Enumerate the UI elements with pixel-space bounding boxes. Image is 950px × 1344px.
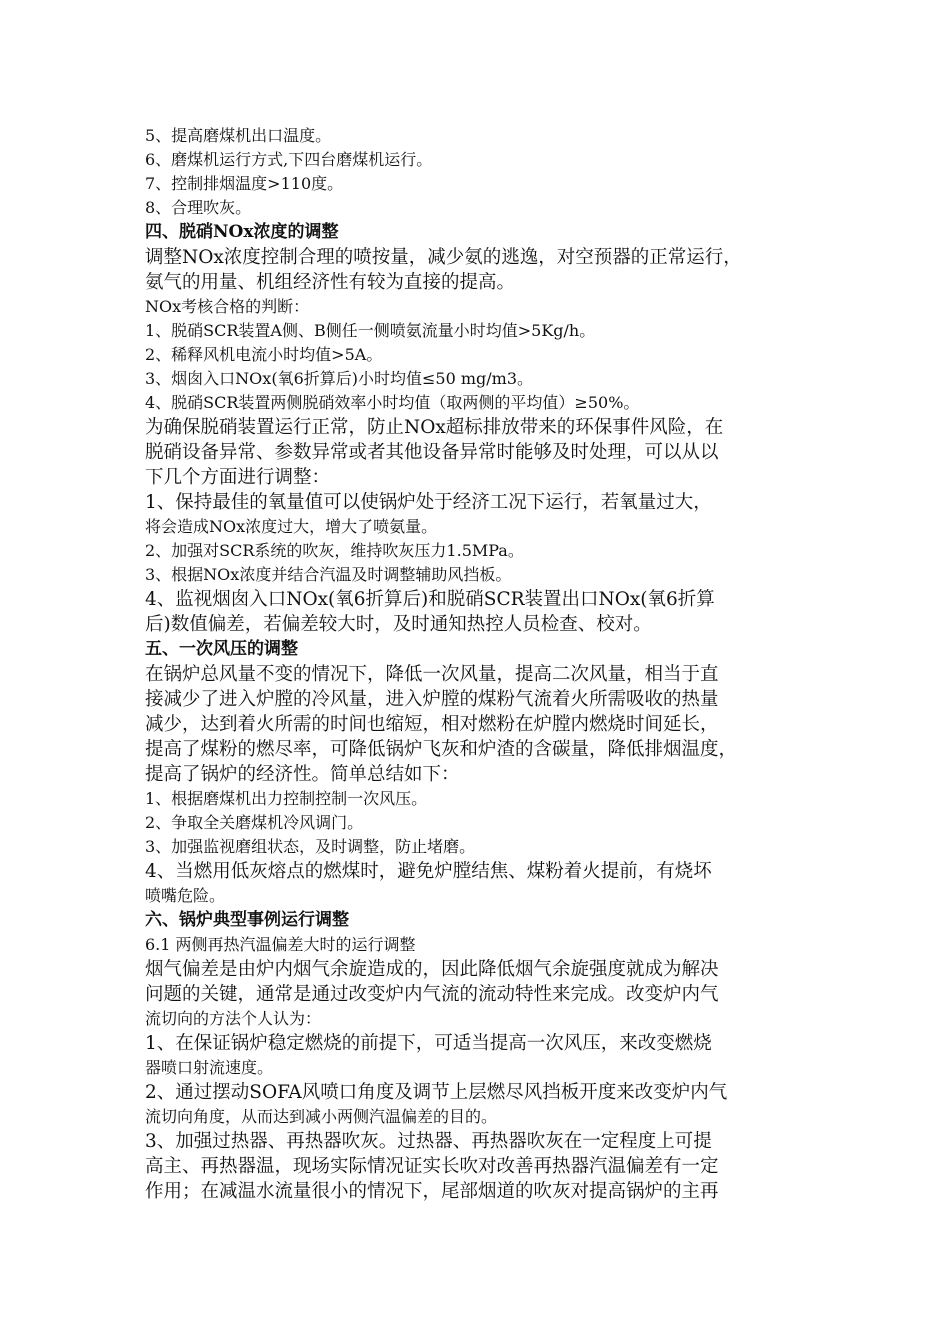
- text-line: 2、加强对SCR系统的吹灰，维持吹灰压力1.5MPa。: [145, 541, 524, 560]
- text-line: 作用；在减温水流量很小的情况下，尾部烟道的吹灰对提高锅炉的主再: [145, 1181, 719, 1202]
- text-line: 氨气的用量、机组经济性有较为直接的提高。: [145, 272, 516, 293]
- text-line: 提高了锅炉的经济性。简单总结如下：: [145, 764, 460, 785]
- text-line: 4、当燃用低灰熔点的燃煤时，避免炉膛结焦、煤粉着火提前，有烧坏: [145, 861, 712, 882]
- document-page: [145, 124, 825, 1204]
- text-line: NOx考核合格的判断：: [145, 297, 310, 316]
- text-line: 1、脱硝SCR装置A侧、B侧任一侧喷氨流量小时均值>5Kg/h。: [145, 321, 596, 340]
- text-line: 脱硝设备异常、参数异常或者其他设备异常时能够及时处理，可以从以: [145, 442, 719, 463]
- text-line: 后)数值偏差，若偏差较大时，及时通知热控人员检查、校对。: [145, 614, 652, 635]
- text-line: 1、根据磨煤机出力控制控制一次风压。: [145, 789, 428, 808]
- text-line: 在锅炉总风量不变的情况下，降低一次风量，提高二次风量，相当于直: [145, 664, 719, 685]
- text-line: 高主、再热器温，现场实际情况证实长吹对改善再热器汽温偏差有一定: [145, 1156, 719, 1177]
- text-line: 4、脱硝SCR装置两侧脱硝效率小时均值（取两侧的平均值）≥50%。: [145, 393, 640, 412]
- text-line: 器喷口射流速度。: [145, 1058, 274, 1077]
- text-line: 1、在保证锅炉稳定燃烧的前提下，可适当提高一次风压，来改变燃烧: [145, 1033, 712, 1054]
- text-line: 4、监视烟囱入口NOx(氧6折算后)和脱硝SCR装置出口NOx(氧6折算: [145, 589, 715, 610]
- text-line: 喷嘴危险。: [145, 886, 226, 905]
- text-line: 3、根据NOx浓度并结合汽温及时调整辅助风挡板。: [145, 565, 512, 584]
- subsection-heading: 6.1 两侧再热汽温偏差大时的运行调整: [145, 935, 416, 954]
- text-line: 减少，达到着火所需的时间也缩短，相对燃粉在炉膛内燃烧时间延长，: [145, 714, 719, 735]
- text-line: 3、加强监视磨组状态，及时调整，防止堵磨。: [145, 837, 476, 856]
- text-line: 为确保脱硝装置运行正常，防止NOx超标排放带来的环保事件风险，在: [145, 417, 724, 438]
- text-line: 3、加强过热器、再热器吹灰。过热器、再热器吹灰在一定程度上可提: [145, 1131, 712, 1152]
- text-line: 流切向的方法个人认为：: [145, 1009, 322, 1028]
- text-line: 5、提高磨煤机出口温度。: [145, 126, 332, 145]
- section-heading: 五、一次风压的调整: [145, 639, 298, 659]
- text-line: 流切向角度，从而达到减小两侧汽温偏差的目的。: [145, 1107, 498, 1126]
- text-line: 2、争取全关磨煤机冷风调门。: [145, 813, 364, 832]
- text-line: 1、保持最佳的氧量值可以使锅炉处于经济工况下运行，若氧量过大，: [145, 492, 712, 513]
- text-line: 8、合理吹灰。: [145, 198, 252, 217]
- text-line: 2、通过摆动SOFA风喷口角度及调节上层燃尽风挡板开度来改变炉内气: [145, 1082, 728, 1103]
- text-line: 将会造成NOx浓度过大，增大了喷氨量。: [145, 517, 438, 536]
- text-line: 调整NOx浓度控制合理的喷按量，减少氨的逃逸，对空预器的正常运行，: [145, 247, 742, 268]
- text-line: 6、磨煤机运行方式,下四台磨煤机运行。: [145, 150, 433, 169]
- text-line: 2、稀释风机电流小时均值>5A。: [145, 345, 383, 364]
- text-line: 7、控制排烟温度>110度。: [145, 174, 344, 193]
- text-line: 下几个方面进行调整：: [145, 467, 331, 488]
- text-line: 问题的关键，通常是通过改变炉内气流的流动特性来完成。改变炉内气: [145, 984, 719, 1005]
- text-line: 提高了煤粉的燃尽率，可降低锅炉飞灰和炉渣的含碳量，降低排烟温度，: [145, 739, 738, 760]
- section-heading: 六、锅炉典型事例运行调整: [145, 910, 349, 930]
- text-line: 接减少了进入炉膛的冷风量，进入炉膛的煤粉气流着火所需吸收的热量: [145, 689, 719, 710]
- text-line: 3、烟囱入口NOx(氧6折算后)小时均值≤50 mg/m3。: [145, 369, 533, 388]
- section-heading: 四、脱硝NOx浓度的调整: [145, 222, 339, 242]
- text-line: 烟气偏差是由炉内烟气余旋造成的，因此降低烟气余旋强度就成为解决: [145, 959, 719, 980]
